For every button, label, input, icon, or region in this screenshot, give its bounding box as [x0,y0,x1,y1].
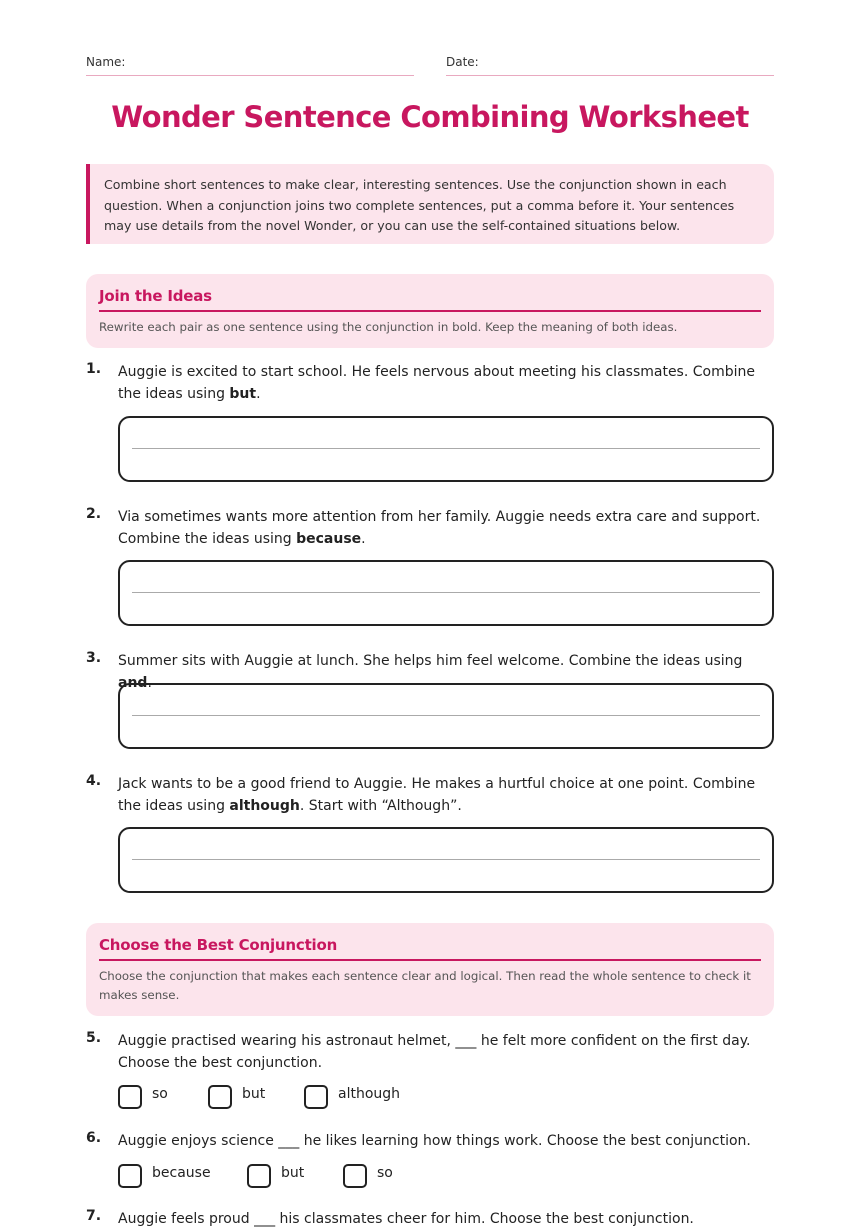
question-number: 3. [86,650,102,666]
section-description: Choose the conjunction that makes each sentence clear and logical. Then read the whole sentence to check it makes sense. [99,969,751,1002]
page-title: Wonder Sentence Combining Worksheet [111,100,749,134]
checkbox[interactable] [208,1085,232,1109]
question-number: 6. [86,1130,102,1146]
answer-box-1[interactable] [118,416,774,482]
question-number: 4. [86,773,102,789]
section-join-ideas [86,274,774,348]
writing-line [132,592,760,593]
checkbox[interactable] [343,1164,367,1188]
question-text: Via sometimes wants more attention from her family. Auggie needs extra care and support. Combine the ideas using because. [118,509,761,547]
option-label: because [152,1165,211,1181]
question-number: 7. [86,1208,102,1224]
question-text: Summer sits with Auggie at lunch. She helps him feel welcome. Combine the ideas using and. [118,653,743,691]
question-text: Auggie practised wearing his astronaut helmet, ___ he felt more confident on the first day. Choose the best conjunction. [118,1033,751,1071]
option-label: but [281,1165,305,1181]
conjunction: but [229,386,257,402]
instructions-text: Combine short sentences to make clear, interesting sentences. Use the conjunction shown in each question. When a conjunction joins two complete sentences, put a comma before it. Your sentences may use details from the novel Wonder, or you can use the self-contained situations below. [104,177,735,233]
writing-line [132,859,760,860]
date-field[interactable] [446,55,774,76]
answer-box-4[interactable] [118,827,774,893]
checkbox[interactable] [304,1085,328,1109]
name-field[interactable] [86,55,414,76]
conjunction: because [296,531,362,547]
question-number: 5. [86,1030,102,1046]
writing-line [132,448,760,449]
date-label: Date: [446,55,479,69]
question-text: Jack wants to be a good friend to Auggie. He makes a hurtful choice at one point. Combine the ideas using although. Start with “Although”. [118,776,756,814]
option-label: but [242,1086,266,1102]
conjunction: although [229,798,300,814]
checkbox[interactable] [118,1085,142,1109]
question-number: 1. [86,361,102,377]
option-label: so [377,1165,393,1181]
section-heading: Choose the Best Conjunction [99,936,761,961]
section-description: Rewrite each pair as one sentence using the conjunction in bold. Keep the meaning of both ideas. [99,320,678,334]
header-fields [86,55,774,76]
question-text: Auggie enjoys science ___ he likes learning how things work. Choose the best conjunction. [118,1133,751,1149]
question-text: Auggie is excited to start school. He feels nervous about meeting his classmates. Combine the ideas using but. [118,364,755,402]
checkbox[interactable] [118,1164,142,1188]
instructions-box [86,164,774,244]
conjunction: and [118,675,148,691]
answer-box-3[interactable] [118,683,774,749]
name-label: Name: [86,55,126,69]
writing-line [132,715,760,716]
section-heading: Join the Ideas [99,287,761,312]
section-choose-conjunction [86,923,774,1016]
option-label: so [152,1086,168,1102]
question-text: Auggie feels proud ___ his classmates cheer for him. Choose the best conjunction. [118,1211,694,1227]
option-label: although [338,1086,401,1102]
question-number: 2. [86,506,102,522]
checkbox[interactable] [247,1164,271,1188]
answer-box-2[interactable] [118,560,774,626]
